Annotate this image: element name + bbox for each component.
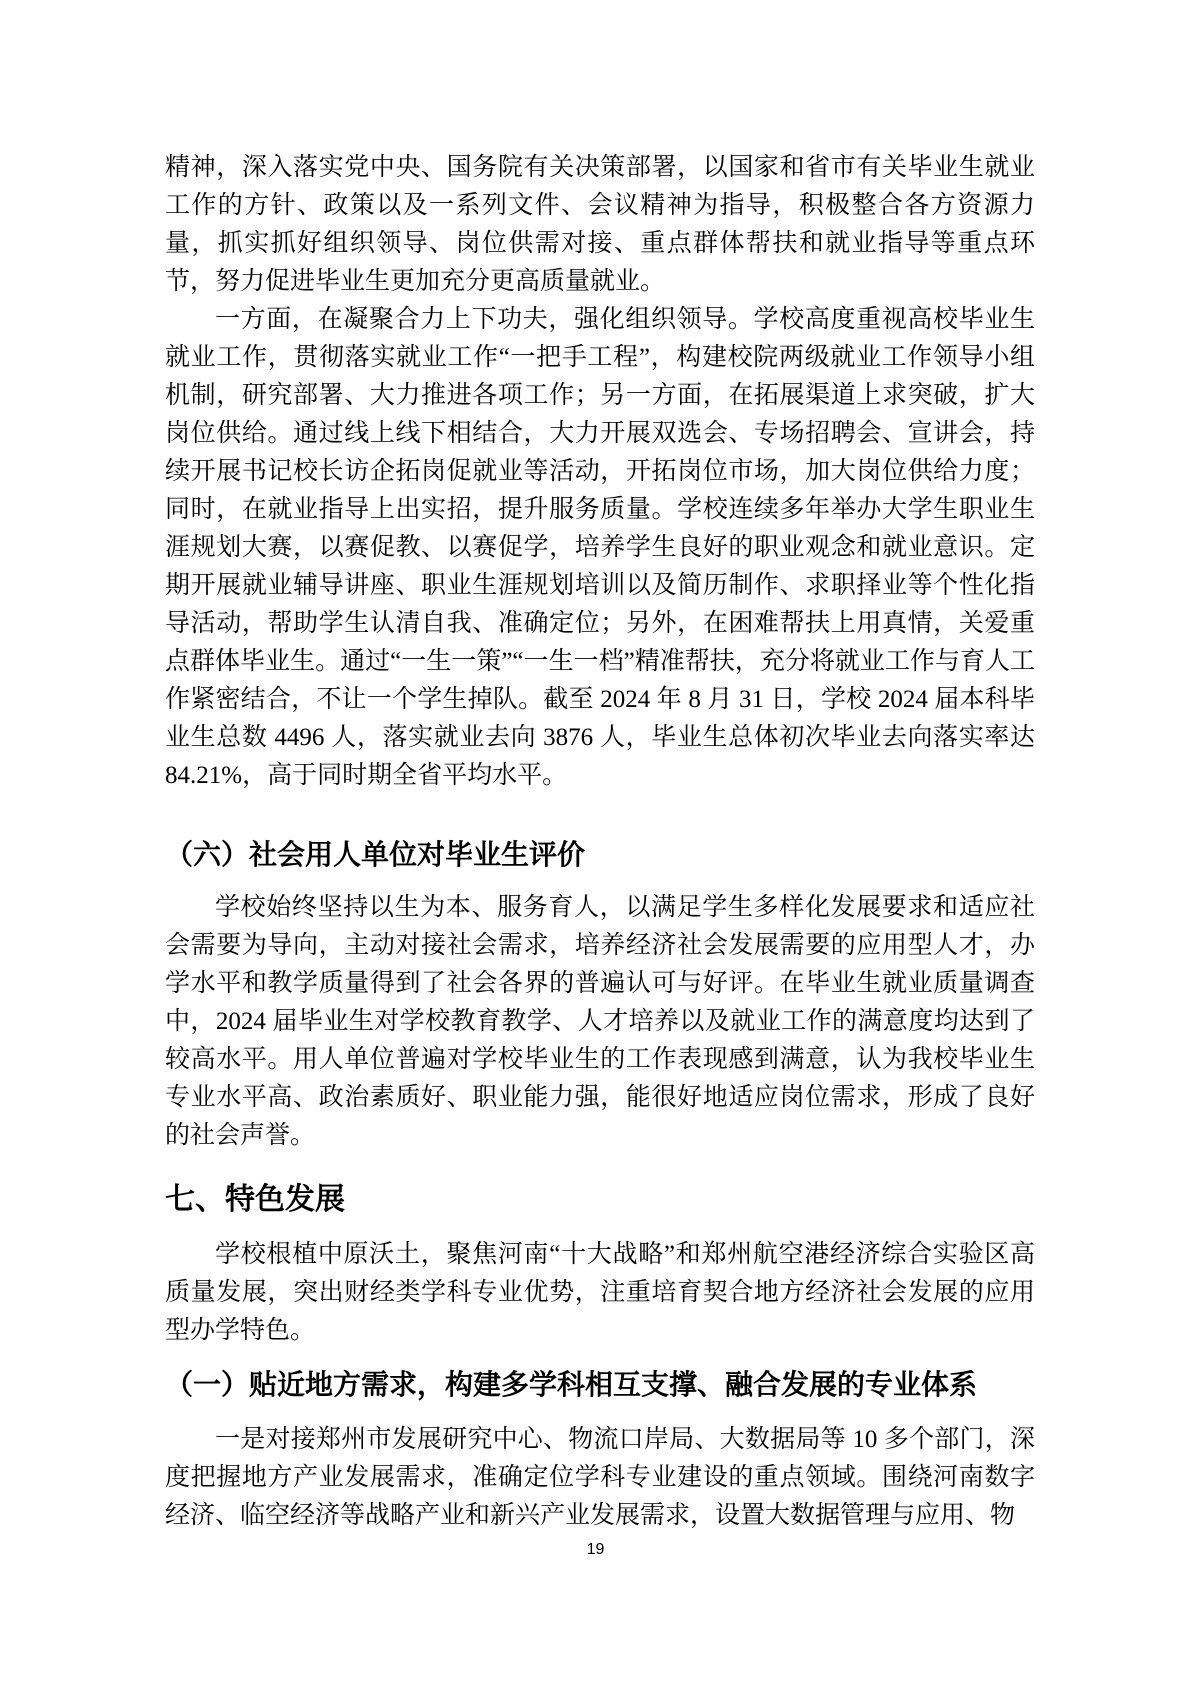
chapter-heading-characteristic-development: 七、特色发展 (165, 1183, 345, 1216)
paragraph-chapter-intro: 学校根植中原沃土，聚焦河南“十大战略”和郑州航空港经济综合实验区高质量发展，突出财经类学科专业优势，注重培育契合地方经济社会发展的应用型办学特色。 (165, 1241, 1035, 1344)
paragraph-local-needs: 一是对接郑州市发展研究中心、物流口岸局、大数据局等 10 多个部门，深度把握地方产业发展需求，准确定位学科专业建设的重点领域。围绕河南数字经济、临空经济等战略产业和新兴产业发展需求，设置大数据管理与应用、物 (165, 1426, 1035, 1529)
subsection-heading-local-needs: （一）贴近地方需求，构建多学科相互支撑、融合发展的专业体系 (165, 1369, 978, 1400)
paragraph-employer-evaluation: 学校始终坚持以生为本、服务育人，以满足学生多样化发展要求和适应社会需要为导向，主动对接社会需求，培养经济社会发展需要的应用型人才，办学水平和教学质量得到了社会各界的普遍认可与好评。在毕业生就业质量调查中，2024 届毕业生对学校教育教学、人才培养以及就业工作的满意度均达到了较高水平。用人单位普遍对学校毕业生的工作表现感到满意，认为我校毕业生专业水平高、政治素质好、职业能力强，能很好地适应岗位需求，形成了良好的社会声誉。 (165, 894, 1035, 1149)
page-content (165, 149, 1035, 1535)
paragraph-continuation: 精神，深入落实党中央、国务院有关决策部署，以国家和省市有关毕业生就业工作的方针、政策以及一系列文件、会议精神为指导，积极整合各方资源力量，抓实抓好组织领导、岗位供需对接、重点群体帮扶和就业指导等重点环节，努力促进毕业生更加充分更高质量就业。 (165, 154, 1035, 295)
paragraph-employment-measures: 一方面，在凝聚合力上下功夫，强化组织领导。学校高度重视高校毕业生就业工作，贯彻落实就业工作“一把手工程”，构建校院两级就业工作领导小组机制，研究部署、大力推进各项工作；另一方面，在拓展渠道上求突破，扩大岗位供给。通过线上线下相结合，大力开展双选会、专场招聘会、宣讲会，持续开展书记校长访企拓岗促就业等活动，开拓岗位市场，加大岗位供给力度；同时，在就业指导上出实招，提升服务质量。学校连续多年举办大学生职业生涯规划大赛，以赛促教、以赛促学，培养学生良好的职业观念和就业意识。定期开展就业辅导讲座、职业生涯规划培训以及简历制作、求职择业等个性化指导活动，帮助学生认清自我、准确定位；另外，在困难帮扶上用真情，关爱重点群体毕业生。通过“一生一策”“一生一档”精准帮扶，充分将就业工作与育人工作紧密结合，不让一个学生掉队。截至 2024 年 8 月 31 日，学校 2024 届本科毕业生总数 4496 人，落实就业去向 3876 人，毕业生总体初次毕业去向落实率达 84.21%，高于同时期全省平均水平。 (165, 306, 1035, 789)
section-heading-employer-evaluation: （六）社会用人单位对毕业生评价 (165, 839, 586, 870)
page-number: 19 (586, 1541, 605, 1558)
